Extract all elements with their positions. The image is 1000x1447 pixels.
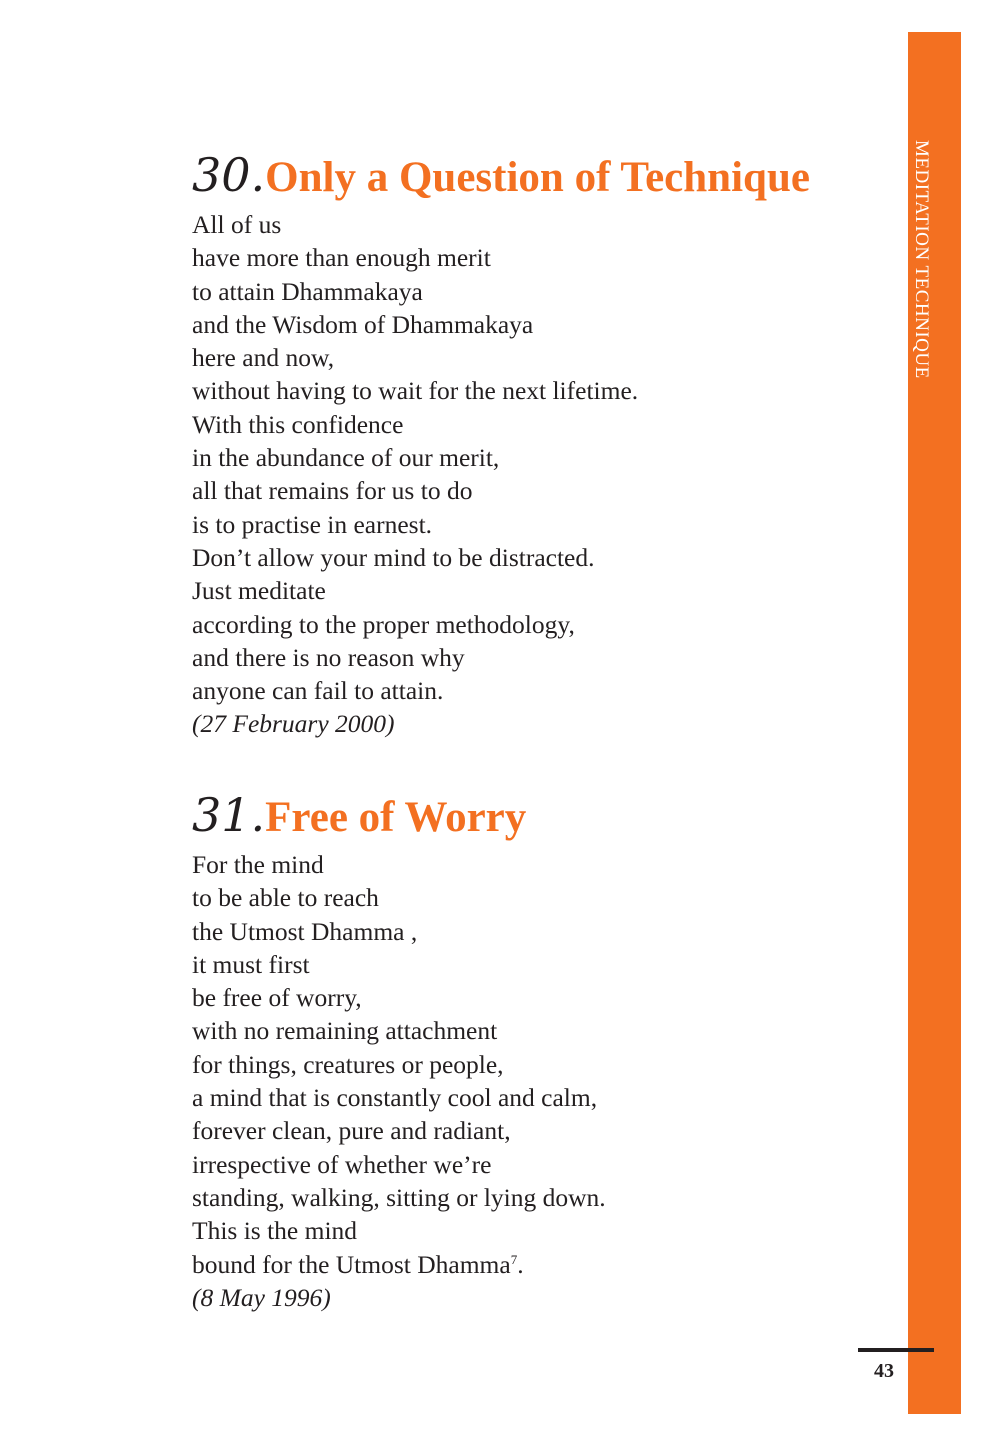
poem-line: according to the proper methodology, (192, 609, 575, 639)
poem-line: the Utmost Dhamma , (192, 916, 418, 946)
poem-line: in the abundance of our merit, (192, 443, 500, 473)
poem-line: to be able to reach (192, 883, 379, 913)
poem-line: standing, walking, sitting or lying down. (192, 1182, 606, 1212)
poem-line: All of us (192, 210, 282, 239)
poem-line: here and now, (192, 343, 335, 373)
page-number: 43 (874, 1360, 894, 1382)
poem-line: a mind that is constantly cool and calm, (192, 1083, 598, 1113)
poem-line: With this confidence (192, 409, 404, 439)
poem-line: Just meditate (192, 576, 326, 606)
section-number: 30. (192, 148, 266, 202)
poem-line: and there is no reason why (192, 642, 465, 672)
poem-line: all that remains for us to do (192, 476, 473, 506)
poem-date: (8 May 1996) (192, 1282, 331, 1312)
poem-line: have more than enough merit (192, 243, 491, 273)
section-31 (192, 788, 606, 1314)
poem-line: forever clean, pure and radiant, (192, 1116, 511, 1146)
poem-line: Don’t allow your mind to be distracted. (192, 542, 595, 572)
poem-line: to attain Dhammakaya (192, 276, 423, 306)
poem-line: with no remaining attachment (192, 1016, 498, 1046)
poem-text (192, 208, 810, 707)
poem-line: This is the mind (192, 1216, 358, 1246)
footnote-marker[interactable]: 7 (510, 1251, 518, 1267)
poem-text (192, 848, 606, 1281)
poem-line: For the mind (192, 850, 324, 879)
section-30 (192, 148, 810, 741)
poem-line: and the Wisdom of Dhammakaya (192, 309, 534, 339)
section-heading (192, 148, 810, 208)
poem-line-text: bound for the Utmost Dhamma (192, 1249, 511, 1279)
page-number-rule (858, 1348, 934, 1352)
poem-line: without having to wait for the next lifetime. (192, 376, 639, 406)
poem-line: for things, creatures or people, (192, 1049, 504, 1079)
section-title: Only a Question of Technique (265, 154, 810, 201)
poem-line-with-footnote (192, 1248, 606, 1281)
poem-line: it must first (192, 949, 310, 979)
poem-line: irrespective of whether we’re (192, 1149, 492, 1179)
section-number: 31. (192, 788, 266, 842)
section-side-label: MEDITATION TECHNIQUE (911, 140, 932, 379)
poem-line: is to practise in earnest. (192, 509, 433, 539)
section-heading (192, 788, 606, 848)
section-title: Free of Worry (265, 794, 527, 841)
poem-line-end: . (517, 1249, 524, 1279)
poem-date: (27 February 2000) (192, 709, 395, 739)
poem-line: be free of worry, (192, 983, 362, 1013)
poem-line: anyone can fail to attain. (192, 676, 444, 706)
